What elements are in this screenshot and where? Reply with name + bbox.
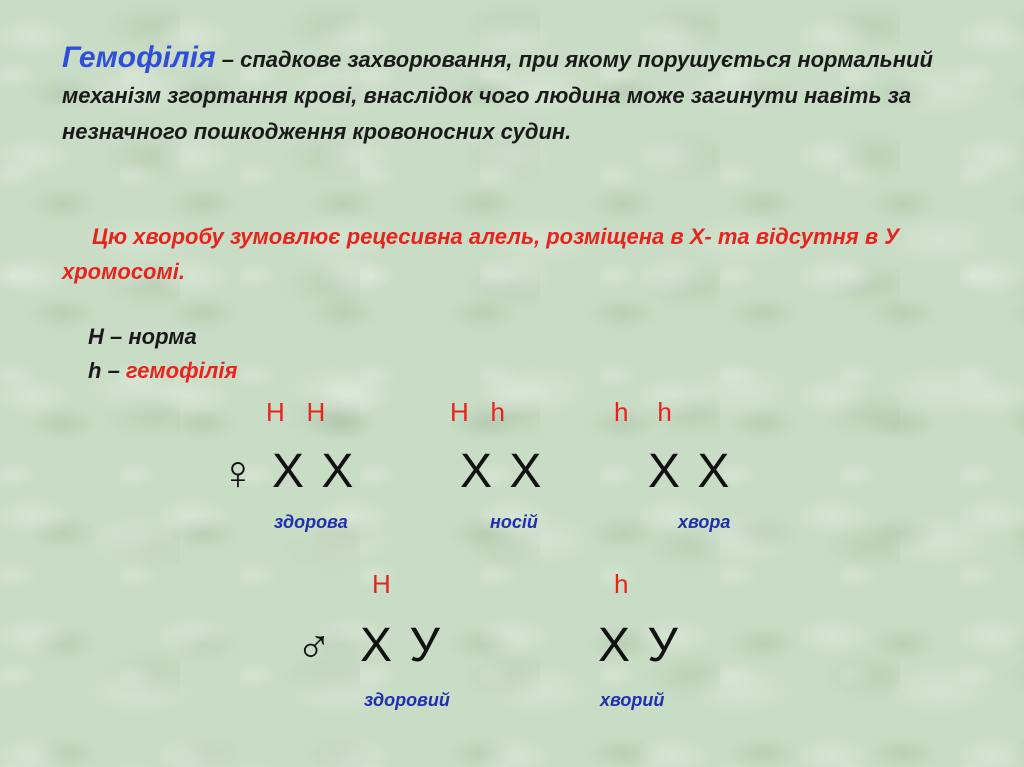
legend-norm-symbol: Н [88, 324, 104, 349]
female-label-sick: хвора [678, 512, 731, 532]
female-label-carrier: носій [490, 512, 538, 532]
male-alleles-healthy: Н [372, 569, 391, 599]
legend-hemophilia [88, 358, 237, 384]
female-symbol-icon: ♀ [220, 447, 256, 500]
male-symbol-icon: ♂ [296, 621, 332, 674]
definition-paragraph [62, 40, 962, 150]
legend-norm-text: – норма [103, 324, 197, 349]
male-chromosomes-healthy: Х У [360, 619, 442, 672]
cause-paragraph: Цю хворобу зумовлює рецесивна алель, розміщена в Х- та відсутня в У хромосомі. [62, 224, 900, 284]
female-label-healthy: здорова [274, 512, 348, 532]
male-alleles-sick: h [614, 569, 629, 599]
male-chromosomes-sick: Х У [598, 619, 680, 672]
legend-hemo-text: гемофілія [125, 358, 238, 383]
male-label-sick: хворий [600, 690, 665, 710]
female-alleles-sick: h h [614, 397, 672, 427]
female-alleles-healthy: Н Н [266, 397, 326, 427]
female-chromosomes-sick: Х Х [648, 445, 732, 498]
male-label-healthy: здоровий [364, 690, 450, 710]
legend-hemo-symbol: h [88, 358, 102, 383]
female-chromosomes-carrier: Х Х [460, 445, 544, 498]
legend-norm [88, 324, 197, 350]
female-chromosomes-healthy: Х Х [272, 445, 356, 498]
legend-hemo-sep: – [101, 358, 126, 383]
term-hemophilia: Гемофілія [62, 41, 216, 74]
definition-text: – спадкове захворювання, при якому порушується нормальний механізм згортання крові, внаслідок чого людина може загинути навіть за незначного пошкодження кровоносних судин. [62, 47, 933, 144]
female-alleles-carrier: Н h [450, 397, 505, 427]
